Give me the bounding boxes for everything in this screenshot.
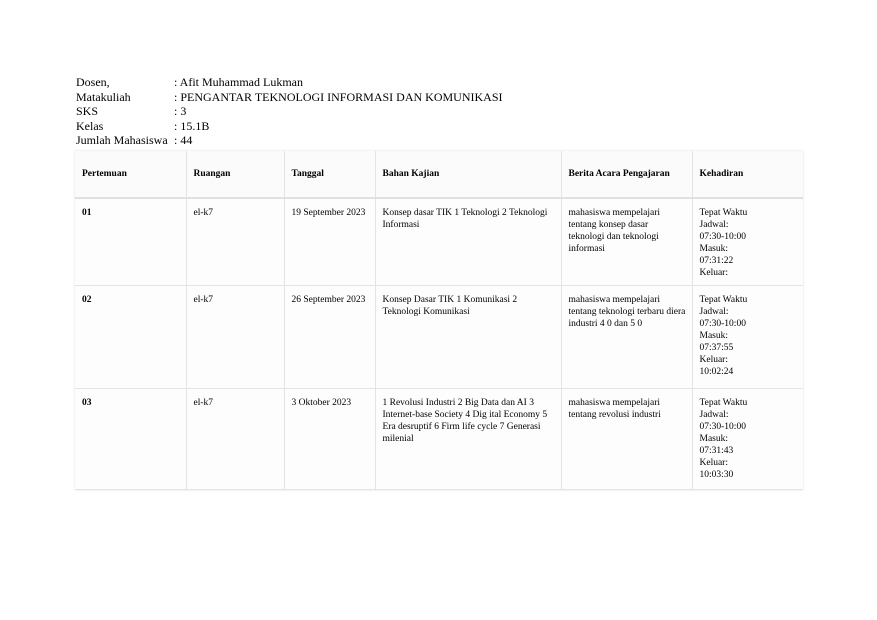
kelas-row xyxy=(76,119,502,134)
keluar-label: Keluar: xyxy=(699,355,728,365)
tanggal-cell: 19 September 2023 xyxy=(284,198,375,286)
tanggal-cell: 3 Oktober 2023 xyxy=(284,389,375,490)
bahan-kajian-cell: 1 Revolusi Industri 2 Big Data dan AI 3 Internet-base Society 4 Dig ital Economy 5 Era desruptif 6 Firm life cycle 7 Generasi milenial xyxy=(375,389,561,490)
table-body xyxy=(75,198,803,490)
berita-acara-cell: mahasiswa mempelajari tentang teknologi terbaru diera industri 4 0 dan 5 0 xyxy=(561,286,692,389)
header-kehadiran: Kehadiran xyxy=(692,151,803,198)
header-row xyxy=(75,151,803,198)
keluar-value: 10:03:30 xyxy=(699,470,734,480)
berita-acara-cell: mahasiswa mempelajari tentang revolusi industri xyxy=(561,389,692,490)
pertemuan-cell: 02 xyxy=(75,286,186,389)
table-header xyxy=(75,151,803,198)
jadwal-label: Jadwal: xyxy=(699,410,729,420)
dosen-row xyxy=(76,75,502,90)
matakuliah-row xyxy=(76,90,502,105)
jumlah-mahasiswa-row xyxy=(76,133,502,148)
header-pertemuan: Pertemuan xyxy=(75,151,186,198)
masuk-value: 07:37:55 xyxy=(699,343,734,353)
bahan-kajian-cell: Konsep dasar TIK 1 Teknologi 2 Teknologi Informasi xyxy=(375,198,561,286)
header-ruangan: Ruangan xyxy=(186,151,284,198)
jumlah-mahasiswa-label: Jumlah Mahasiswa xyxy=(76,133,168,147)
dosen-label: Dosen, xyxy=(76,75,110,89)
attendance-status: Tepat Waktu xyxy=(699,208,748,218)
dosen-value: : Afit Muhammad Lukman xyxy=(174,75,303,89)
keluar-value: 10:02:24 xyxy=(699,367,734,377)
jadwal-label: Jadwal: xyxy=(699,307,729,317)
kehadiran-cell xyxy=(692,286,803,389)
keluar-label: Keluar: xyxy=(699,458,728,468)
attendance-status: Tepat Waktu xyxy=(699,398,748,408)
masuk-label: Masuk: xyxy=(699,331,728,341)
table-row xyxy=(75,198,803,286)
kelas-value: : 15.1B xyxy=(174,118,210,133)
masuk-value: 07:31:43 xyxy=(699,446,734,456)
pertemuan-cell: 01 xyxy=(75,198,186,286)
header-bahan-kajian: Bahan Kajian xyxy=(375,151,561,198)
header-tanggal: Tanggal xyxy=(284,151,375,198)
jadwal-value: 07:30-10:00 xyxy=(699,232,746,242)
bahan-kajian-cell: Konsep Dasar TIK 1 Komunikasi 2 Teknologi Komunikasi xyxy=(375,286,561,389)
kehadiran-cell xyxy=(692,389,803,490)
table-row xyxy=(75,389,803,490)
course-info xyxy=(76,75,502,148)
sks-row xyxy=(76,104,502,119)
kelas-label: Kelas xyxy=(76,118,104,133)
pertemuan-cell: 03 xyxy=(75,389,186,490)
jumlah-mahasiswa-value: : 44 xyxy=(174,133,193,147)
ruangan-cell: el-k7 xyxy=(186,198,284,286)
jadwal-label: Jadwal: xyxy=(699,220,729,230)
table-row xyxy=(75,286,803,389)
sks-label: SKS xyxy=(76,104,99,118)
matakuliah-label: Matakuliah xyxy=(76,89,131,104)
header-berita-acara: Berita Acara Pengajaran xyxy=(561,151,692,198)
masuk-label: Masuk: xyxy=(699,434,728,444)
ruangan-cell: el-k7 xyxy=(186,286,284,389)
masuk-label: Masuk: xyxy=(699,244,728,254)
keluar-label: Keluar: xyxy=(699,268,728,278)
sks-value: : 3 xyxy=(174,104,187,118)
matakuliah-value: : PENGANTAR TEKNOLOGI INFORMASI DAN KOMUNIKASI xyxy=(174,89,503,104)
masuk-value: 07:31:22 xyxy=(699,256,734,266)
attendance-table xyxy=(75,151,803,490)
jadwal-value: 07:30-10:00 xyxy=(699,422,746,432)
berita-acara-cell: mahasiswa mempelajari tentang konsep dasar teknologi dan teknologi informasi xyxy=(561,198,692,286)
ruangan-cell: el-k7 xyxy=(186,389,284,490)
attendance-status: Tepat Waktu xyxy=(699,295,748,305)
kehadiran-cell xyxy=(692,198,803,286)
tanggal-cell: 26 September 2023 xyxy=(284,286,375,389)
jadwal-value: 07:30-10:00 xyxy=(699,319,746,329)
